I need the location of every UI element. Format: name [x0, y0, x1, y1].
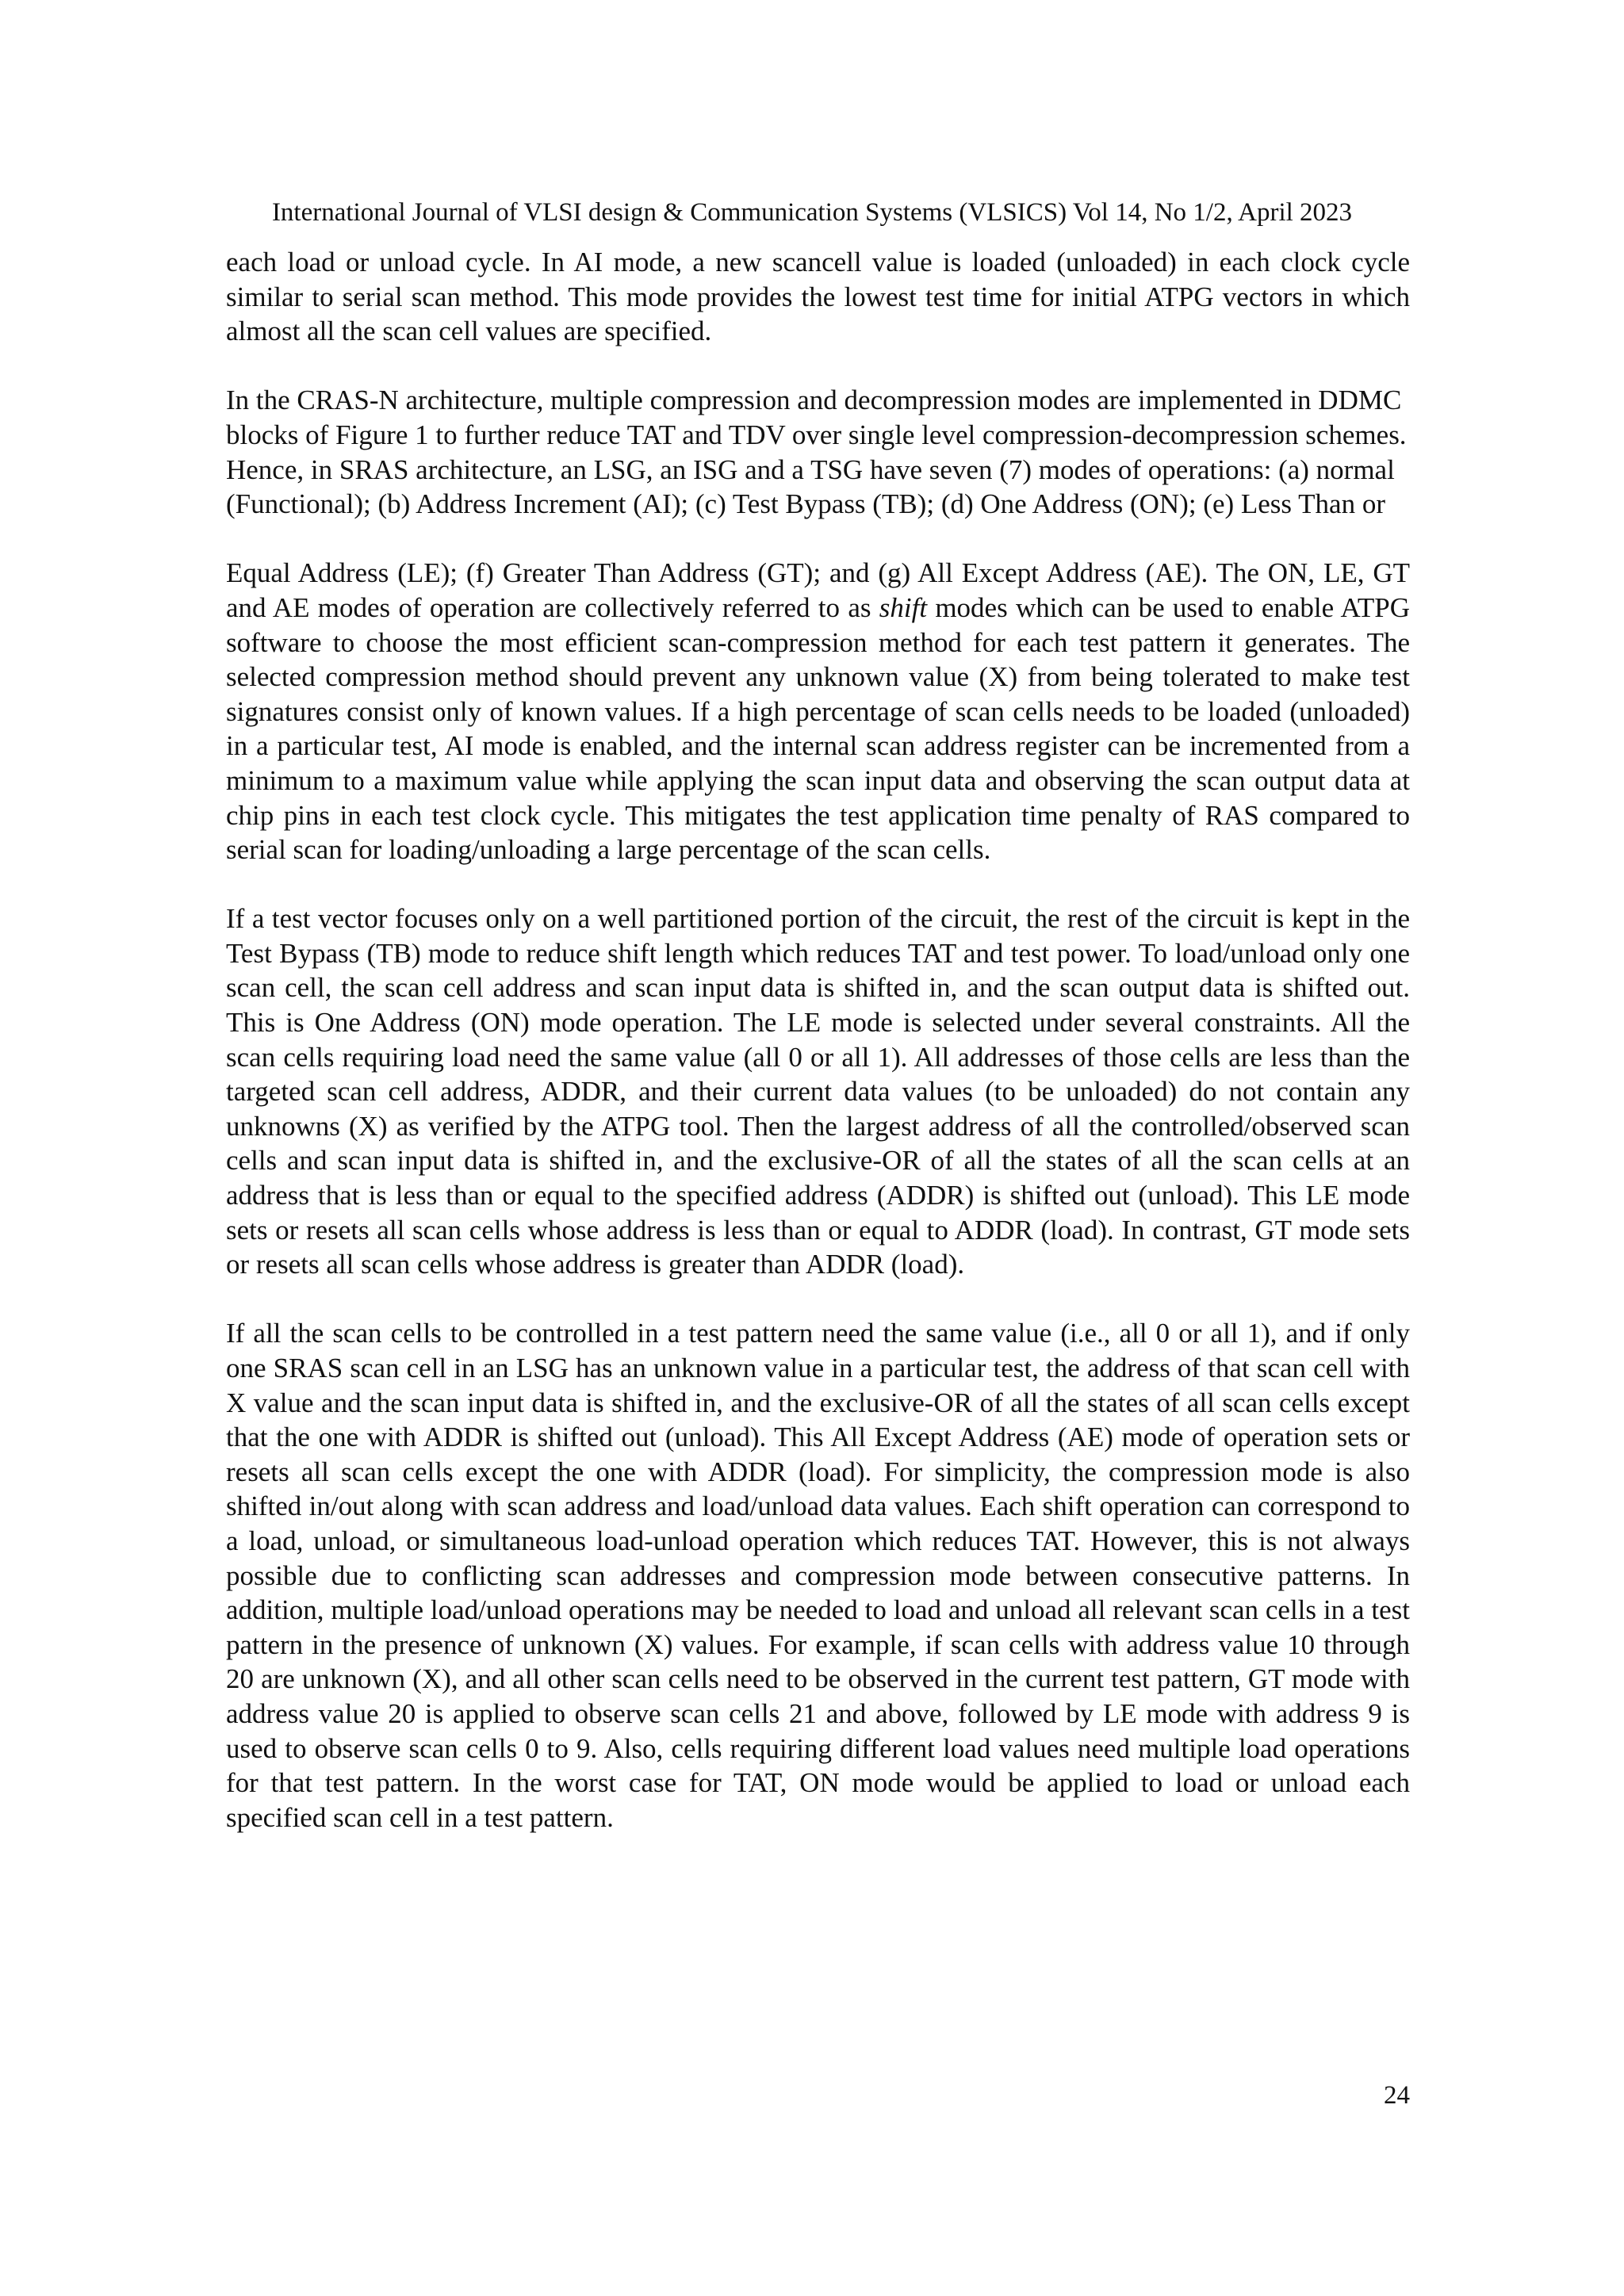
emphasized-word-shift: shift — [879, 591, 928, 623]
page-number: 24 — [1384, 2081, 1410, 2110]
body-text — [226, 245, 1410, 1869]
paragraph-shift-modes-part-2: modes which can be used to enable ATPG software to choose the most efficient scan-compression method for each test pattern it generates. The selected compression method should prevent any unknown value (X) from being tolerated to make test signatures consist only of known values. If a high percentage of scan cells needs to be loaded (unloaded) in a particular test, AI mode is enabled, and the internal scan address register can be incremented from a minimum to a maximum value while applying the scan input data and observing the scan output data at chip pins in each test clock cycle. This mitigates the test application time penalty of RAS compared to serial scan for loading/unloading a large percentage of the scan cells. — [226, 591, 1411, 866]
paragraph-shift-modes-part-1: Equal Address (LE); (f) Greater Than Address (GT); and (g) All Except Address (AE). The ON, LE, GT and AE modes of operation are collectively referred to as — [226, 557, 1410, 623]
paragraph-shift-modes — [226, 556, 1410, 867]
paragraph-test-bypass-le-gt: If a test vector focuses only on a well partitioned portion of the circuit, the rest of the circuit is kept in the Test Bypass (TB) mode to reduce shift length which reduces TAT and test power. To load/unload only one scan cell, the scan cell address and scan input data is shifted in, and the scan output data is shifted out. This is One Address (ON) mode operation. The LE mode is selected under several constraints. All the scan cells requiring load need the same value (all 0 or all 1). All addresses of those cells are less than the targeted scan cell address, ADDR, and their current data values (to be unloaded) do not contain any unknowns (X) as verified by the ATPG tool. Then the largest address of all the controlled/observed scan cells and scan input data is shifted in, and the exclusive-OR of all the states of all the scan cells at an address that is less than or equal to the specified address (ADDR) is shifted out (unload). This LE mode sets or resets all scan cells whose address is less than or equal to ADDR (load). In contrast, GT mode sets or resets all scan cells whose address is greater than ADDR (load). — [226, 903, 1410, 1280]
paragraph-all-except-address: If all the scan cells to be controlled in a test pattern need the same value (i.e., all 0 or all 1), and if only one SRAS scan cell in an LSG has an unknown value in a particular test, the address of that scan cell with X value and the scan input data is shifted in, and the exclusive-OR of all the states of all scan cells except that the one with ADDR is shifted out (unload). This All Except Address (AE) mode of operation sets or resets all scan cells except the one with ADDR (load). For simplicity, the compression mode is also shifted in/out along with scan address and load/unload data values. Each shift operation can correspond to a load, unload, or simultaneous load-unload operation which reduces TAT. However, this is not always possible due to conflicting scan addresses and compression mode between consecutive patterns. In addition, multiple load/unload operations may be needed to load and unload all relevant scan cells in a test pattern in the presence of unknown (X) values. For example, if scan cells with address value 10 through 20 are unknown (X), and all other scan cells need to be observed in the current test pattern, GT mode with address value 20 is applied to observe scan cells 21 and above, followed by LE mode with address 9 is used to observe scan cells 0 to 9. Also, cells requiring different load values need multiple load operations for that test pattern. In the worst case for TAT, ON mode would be applied to load or unload each specified scan cell in a test pattern. — [226, 1318, 1410, 1833]
paragraph-ai-mode: each load or unload cycle. In AI mode, a new scancell value is loaded (unloaded) in each clock cycle similar to serial scan method. This mode provides the lowest test time for initial ATPG vectors in which almost all the scan cell values are specified. — [226, 247, 1410, 347]
running-header: International Journal of VLSI design & Communication Systems (VLSICS) Vol 14, No 1/2, April 2023 — [271, 198, 1353, 227]
paragraph-cras-n-modes: In the CRAS-N architecture, multiple compression and decompression modes are implemented in DDMC blocks of Figure 1 to further reduce TAT and TDV over single level compression-decompression schemes. Hence, in SRAS architecture, an LSG, an ISG and a TSG have seven (7) modes of operations: (a) normal (Functional); (b) Address Increment (AI); (c) Test Bypass (TB); (d) One Address (ON); (e) Less Than or — [226, 385, 1407, 520]
